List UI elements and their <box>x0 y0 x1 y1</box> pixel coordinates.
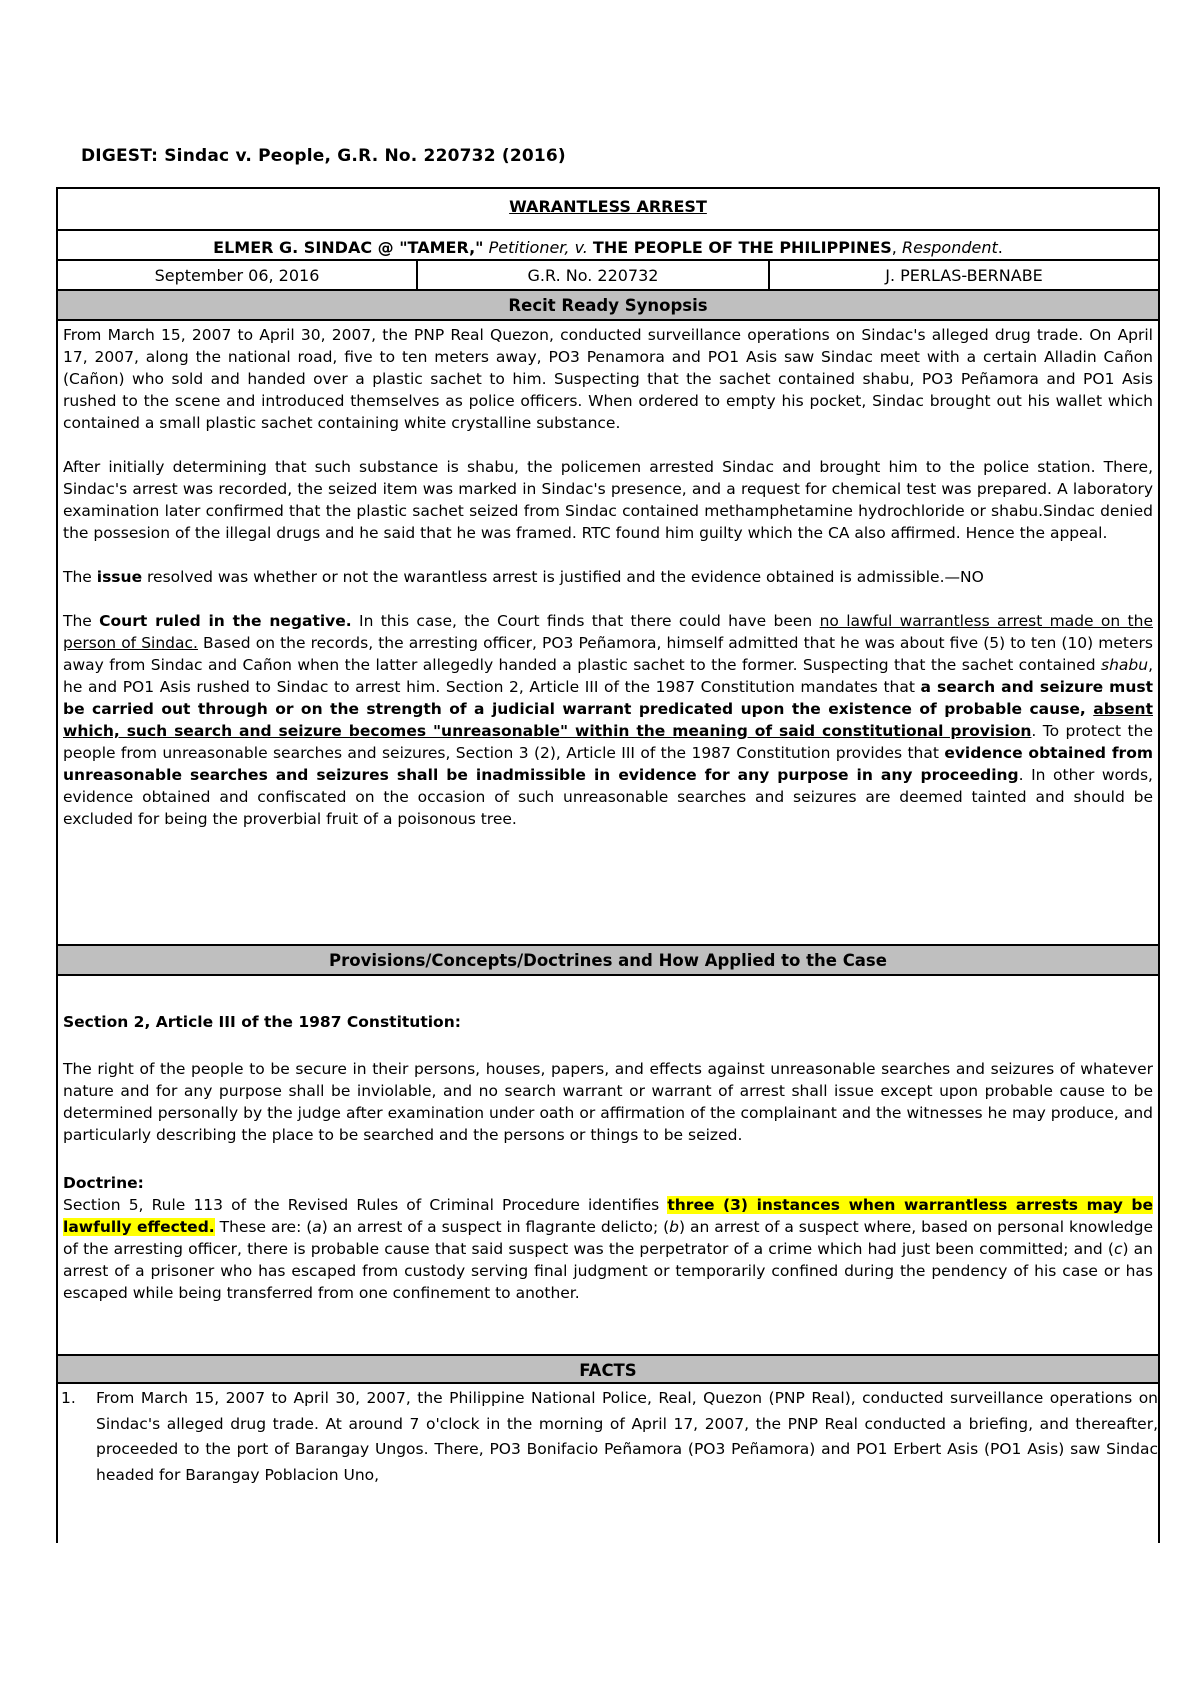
facts-header-text: FACTS <box>579 1361 637 1380</box>
provision-text: The right of the people to be secure in their persons, houses, papers, and effects against unreasonable searches and seizures of whatever nature and for any purpose shall be inviolable, and no search warrant or warrant of arrest shall issue except upon probable cause to be determined personally by the judge after examination under oath or affirmation of the complainant and the witnesses he may produce, and particularly describing the place to be searched and the persons or things to be seized. <box>63 1060 1153 1144</box>
section-title-text: WARANTLESS ARREST <box>509 197 707 216</box>
case-parties: ELMER G. SINDAC @ "TAMER," Petitioner, v. THE PEOPLE OF THE PHILIPPINES, Respondent. <box>58 231 1158 261</box>
provisions-header-text: Provisions/Concepts/Doctrines and How Applied to the Case <box>329 951 887 970</box>
provisions-body <box>58 976 1158 1356</box>
provisions-header <box>58 946 1158 976</box>
synopsis-issue: The issue resolved was whether or not the warantless arrest is justified and the evidence obtained is admissible.—NO <box>63 568 984 586</box>
doctrine-text: Section 5, Rule 113 of the Revised Rules of Criminal Procedure identifies three (3) instances when warrantless arrests may be lawfully effected. These are: (a) an arrest of a suspect in flagrante delicto; (b) an arrest of a suspect where, based on personal knowledge of the arresting officer, there is probable cause that said suspect was the perpetrator of a crime which had just been committed; and (c) an arrest of a prisoner who has escaped from custody serving final judgment or temporarily confined during the pendency of his case or has escaped while being transferred from one confinement to another. <box>63 1196 1154 1302</box>
respondent-role: Respondent <box>901 238 998 257</box>
case-ponente: J. PERLAS-BERNABE <box>885 266 1043 285</box>
doctrine-highlight: three (3) instances when warrantless arrests may be lawfully effected. <box>63 1196 1153 1236</box>
provision-heading: Section 2, Article III of the 1987 Constitution: <box>63 1013 461 1031</box>
case-gr-number: G.R. No. 220732 <box>418 261 770 289</box>
petitioner-name: ELMER G. SINDAC @ "TAMER," <box>213 238 484 257</box>
facts-body <box>58 1384 1158 1543</box>
synopsis-body <box>58 321 1158 946</box>
doctrine-label: Doctrine: <box>63 1174 144 1192</box>
digest-table <box>56 187 1160 1543</box>
facts-header <box>58 1354 1158 1384</box>
case-meta-row <box>58 261 1158 291</box>
petitioner-role: Petitioner <box>488 238 565 257</box>
fact-item <box>58 1386 1158 1488</box>
synopsis-ruling: The Court ruled in the negative. In this case, the Court finds that there could have been no lawful warrantless arrest made on the person of Sindac. Based on the records, the arresting officer, PO3 Peñamora, himself admitted that he was about five (5) to ten (10) meters away from Sindac and Cañon when the latter allegedly handed a plastic sachet to the former. Suspecting that the sachet contained shabu, he and PO1 Asis rushed to Sindac to arrest him. Section 2, Article III of the 1987 Constitution mandates that a search and seizure must be carried out through or on the strength of a judicial warrant predicated upon the existence of probable cause, absent which, such search and seizure becomes "unreasonable" within the meaning of said constitutional provision. To protect the people from unreasonable searches and seizures, Section 3 (2), Article III of the 1987 Constitution provides that evidence obtained from unreasonable searches and seizures shall be inadmissible in evidence for any purpose in any proceeding. In other words, evidence obtained and confiscated on the occasion of such unreasonable searches and seizures are deemed tainted and should be excluded for being the proverbial fruit of a poisonous tree. <box>63 612 1154 828</box>
synopsis-header-text: Recit Ready Synopsis <box>508 296 708 315</box>
respondent-name: THE PEOPLE OF THE PHILIPPINES <box>592 238 892 257</box>
synopsis-paragraph-2: After initially determining that such substance is shabu, the policemen arrested Sindac and brought him to the police station. There, Sindac's arrest was recorded, the seized item was marked in Sindac's presence, and a request for chemical test was prepared. A laboratory examination later confirmed that the plastic sachet seized from Sindac contained methamphetamine hydrochloride or shabu.Sindac denied the possesion of the illegal drugs and he said that he was framed. RTC found him guilty which the CA also affirmed. Hence the appeal. <box>63 458 1153 542</box>
versus: , v. <box>564 238 588 257</box>
fact-text: From March 15, 2007 to April 30, 2007, the Philippine National Police, Real, Quezon (PNP Real), conducted surveillance operations on Sindac's alleged drug trade. At around 7 o'clock in the morning of April 17, 2007, the PNP Real conducted a briefing, and thereafter, proceeded to the port of Barangay Ungos. There, PO3 Bonifacio Peñamora (PO3 Peñamora) and PO1 Erbert Asis (PO1 Asis) saw Sindac headed for Barangay Poblacion Uno, <box>96 1389 1158 1484</box>
issue-keyword: issue <box>96 568 143 586</box>
synopsis-header <box>58 291 1158 321</box>
document-title: DIGEST: Sindac v. People, G.R. No. 220732 (2016) <box>81 146 566 166</box>
synopsis-paragraph-1: From March 15, 2007 to April 30, 2007, the PNP Real Quezon, conducted surveillance operations on Sindac's alleged drug trade. On April 17, 2007, along the national road, five to ten meters away, PO3 Penamora and PO1 Asis saw Sindac meet with a certain Alladin Cañon (Cañon) who sold and handed over a plastic sachet to him. Suspecting that the sachet contained shabu, PO3 Peñamora and PO1 Asis rushed to the scene and introduced themselves as police officers. When ordered to empty his pocket, Sindac brought out his wallet which contained a small plastic sachet containing white crystalline substance. <box>63 326 1153 432</box>
facts-list <box>58 1386 1158 1488</box>
case-date: September 06, 2016 <box>58 261 418 289</box>
section-title <box>58 189 1158 231</box>
fact-number: 1. <box>61 1389 76 1407</box>
